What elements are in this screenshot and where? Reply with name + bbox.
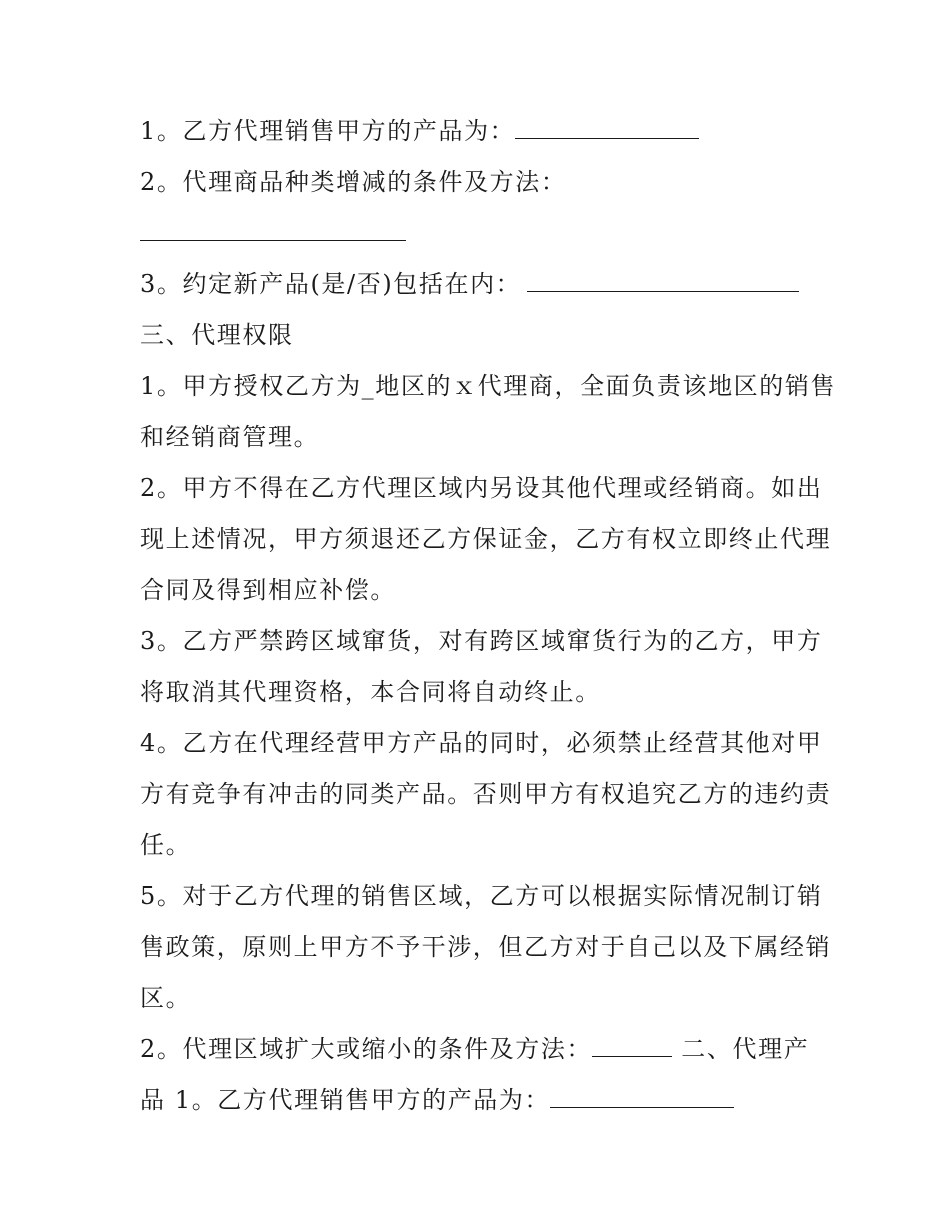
line-text: 3。约定新产品(是/否)包括在内： [140, 270, 522, 298]
fill-in-blank [550, 1087, 734, 1108]
text-line [140, 565, 820, 616]
text-line [140, 463, 823, 514]
line-text: 品 1。乙方代理销售甲方的产品为： [140, 1086, 551, 1114]
document-page [140, 106, 837, 1126]
text-line [140, 769, 832, 820]
text-line [140, 1075, 820, 1126]
line-text: 现上述情况，甲方须退还乙方保证金，乙方有权立即终止代理 [140, 525, 832, 553]
text-line [140, 361, 837, 412]
line-text: 将取消其代理资格，本合同将自动终止。 [140, 678, 601, 706]
line-text: 2。甲方不得在乙方代理区域内另设其他代理或经销商。如出 [140, 474, 823, 502]
text-line [140, 208, 820, 259]
line-text: 任。 [140, 831, 192, 859]
text-line [140, 973, 820, 1024]
text-line [140, 871, 823, 922]
text-line [140, 667, 820, 718]
text-line [140, 514, 832, 565]
fill-in-blank [515, 118, 699, 139]
text-line [140, 157, 820, 208]
text-line [140, 1024, 820, 1075]
fill-in-blank [140, 220, 406, 241]
line-text: 2。代理区域扩大或缩小的条件及方法： [140, 1035, 593, 1063]
line-text: 三、代理权限 [140, 321, 294, 349]
text-line [140, 106, 820, 157]
fill-in-blank [592, 1036, 672, 1057]
text-line [140, 922, 832, 973]
text-line [140, 412, 820, 463]
text-line [140, 718, 823, 769]
section-heading [140, 310, 820, 361]
line-text: 售政策，原则上甲方不予干涉，但乙方对于自己以及下属经销 [140, 933, 832, 961]
line-text: 1。甲方授权乙方为_地区的ｘ代理商，全面负责该地区的销售 [140, 372, 837, 400]
line-text: 方有竞争有冲击的同类产品。否则甲方有权追究乙方的违约责 [140, 780, 832, 808]
line-text: 5。对于乙方代理的销售区域，乙方可以根据实际情况制订销 [140, 882, 823, 910]
text-line [140, 820, 820, 871]
line-text: 和经销商管理。 [140, 423, 320, 451]
fill-in-blank [527, 271, 799, 292]
line-text: 合同及得到相应补偿。 [140, 576, 396, 604]
line-text: 1。乙方代理销售甲方的产品为： [140, 117, 516, 145]
text-line [140, 616, 823, 667]
text-line [140, 259, 820, 310]
line-text: 3。乙方严禁跨区域窜货，对有跨区域窜货行为的乙方，甲方 [140, 627, 823, 655]
line-text-continued: 二、代理产 [672, 1035, 810, 1063]
line-text: 2。代理商品种类增减的条件及方法： [140, 168, 567, 196]
line-text: 区。 [140, 984, 192, 1012]
line-text: 4。乙方在代理经营甲方产品的同时，必须禁止经营其他对甲 [140, 729, 823, 757]
